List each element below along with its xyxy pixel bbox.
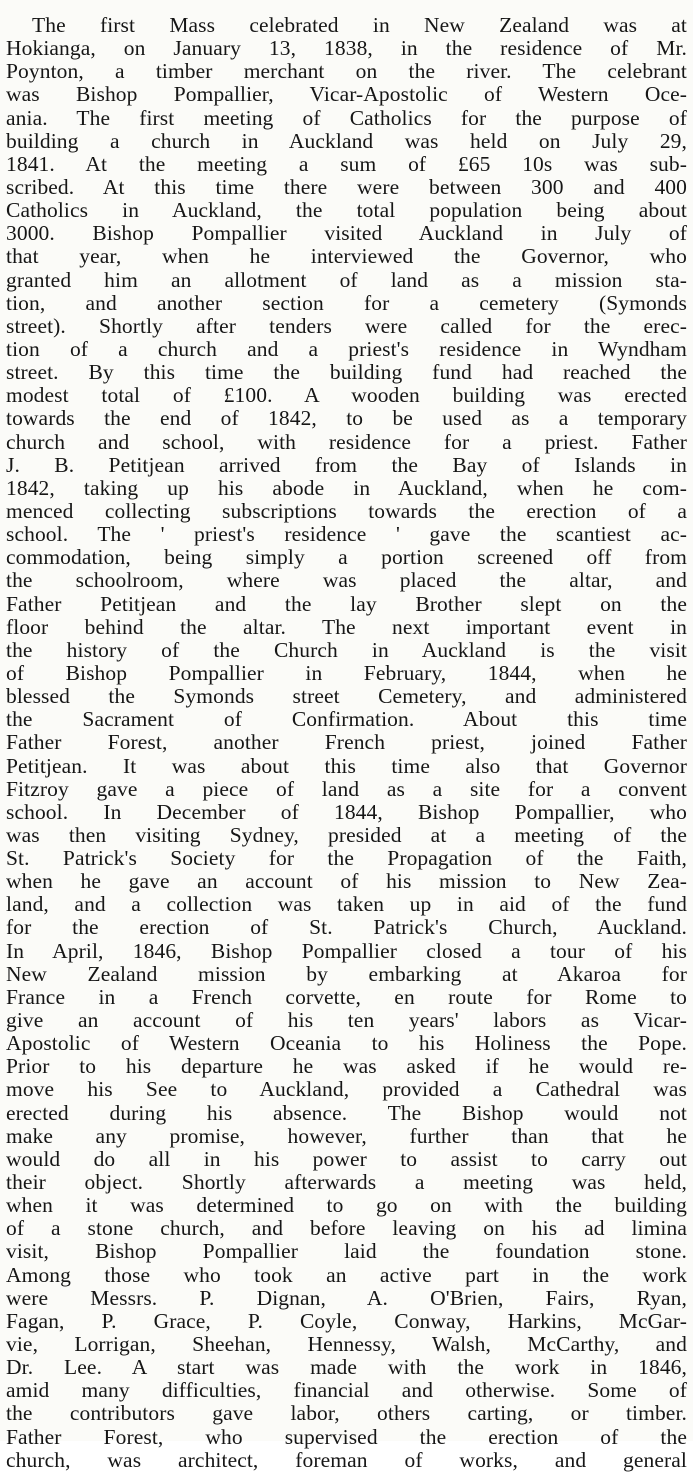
article-line: that year, when he interviewed the Governor, who: [6, 245, 687, 269]
article-line: make any promise, however, further than that he: [6, 1124, 687, 1148]
article-line: erected during his absence. The Bishop would not: [6, 1101, 687, 1125]
article-line: vie, Lorrigan, Sheehan, Hennessy, Walsh, McCarthy, and: [6, 1333, 687, 1357]
article-line: were Messrs. P. Dignan, A. O'Brien, Fairs, Ryan,: [6, 1286, 687, 1310]
article-line: church and school, with residence for a priest. Father: [6, 430, 687, 454]
article-line: tion, and another section for a cemetery (Symonds: [6, 291, 687, 315]
article-line: Poynton, a timber merchant on the river. The celebrant: [6, 60, 687, 84]
article-line: Father Forest, another French priest, joined Father: [6, 731, 687, 755]
article-line: was then visiting Sydney, presided at a meeting of the: [6, 823, 687, 847]
article-line: towards the end of 1842, to be used as a temporary: [6, 407, 687, 431]
article-line: Father Petitjean and the lay Brother slept on the: [6, 592, 687, 616]
article-line: Apostolic of Western Oceania to his Holiness the Pope.: [6, 1032, 687, 1056]
article-line: Prior to his departure he was asked if he would re-: [6, 1055, 687, 1079]
article-line: France in a French corvette, en route for Rome to: [6, 985, 687, 1009]
article-line: 3000. Bishop Pompallier visited Auckland in July of: [6, 222, 687, 246]
article-line: building a church in Auckland was held on July 29,: [6, 129, 687, 153]
article-line: The first Mass celebrated in New Zealand was at: [32, 14, 687, 37]
article-line: school. In December of 1844, Bishop Pompallier, who: [6, 800, 687, 824]
article-line: the history of the Church in Auckland is the visit: [6, 638, 687, 662]
article-line: 1842, taking up his abode in Auckland, when he com-: [6, 476, 687, 500]
article-line: land, and a collection was taken up in aid of the fund: [6, 893, 687, 917]
article-line: Among those who took an active part in the work: [6, 1263, 687, 1287]
article-line: would do all in his power to assist to carry out: [6, 1147, 687, 1171]
article-line: St. Patrick's Society for the Propagation of the Faith,: [6, 847, 687, 871]
article-line: amid many difficulties, financial and otherwise. Some of: [6, 1379, 687, 1403]
article-line: give an account of his ten years' labors as Vicar-: [6, 1009, 687, 1033]
article-line: modest total of £100. A wooden building was erected: [6, 384, 687, 408]
article-line: Father Forest, who supervised the erection of the: [6, 1425, 687, 1449]
article-line: the Sacrament of Confirmation. About this time: [6, 708, 687, 732]
article-line: church, was architect, foreman of works, and general: [6, 1448, 687, 1472]
article-column: [6, 14, 687, 1472]
article-line: street. By this time the building fund had reached the: [6, 361, 687, 385]
article-line: Catholics in Auckland, the total population being about: [6, 199, 687, 223]
article-line: In April, 1846, Bishop Pompallier closed a tour of his: [6, 939, 687, 963]
article-line: 1841. At the meeting a sum of £65 10s was sub-: [6, 152, 687, 176]
article-line: Fagan, P. Grace, P. Coyle, Conway, Harkins, McGar-: [6, 1309, 687, 1333]
article-line: their object. Shortly afterwards a meeting was held,: [6, 1171, 687, 1195]
article-line: move his See to Auckland, provided a Cathedral was: [6, 1078, 687, 1102]
article-line: granted him an allotment of land as a mission sta-: [6, 268, 687, 292]
article-line: street). Shortly after tenders were called for the erec-: [6, 314, 687, 338]
article-line: school. The ' priest's residence ' gave the scantiest ac-: [6, 523, 687, 547]
article-line: the schoolroom, where was placed the altar, and: [6, 569, 687, 593]
article-line: tion of a church and a priest's residence in Wyndham: [6, 337, 687, 361]
article-line: Fitzroy gave a piece of land as a site for a convent: [6, 777, 687, 801]
article-line: when he gave an account of his mission to New Zea-: [6, 870, 687, 894]
article-line: when it was determined to go on with the building: [6, 1194, 687, 1218]
article-line: was Bishop Pompallier, Vicar-Apostolic of Western Oce-: [6, 83, 687, 107]
article-line: Petitjean. It was about this time also that Governor: [6, 754, 687, 778]
article-line: the contributors gave labor, others carting, or timber.: [6, 1402, 687, 1426]
article-line: commodation, being simply a portion screened off from: [6, 546, 687, 570]
article-line: menced collecting subscriptions towards the erection of a: [6, 499, 687, 523]
article-line: of a stone church, and before leaving on his ad limina: [6, 1217, 687, 1241]
article-line: Hokianga, on January 13, 1838, in the residence of Mr.: [6, 37, 687, 61]
article-line: New Zealand mission by embarking at Akaroa for: [6, 962, 687, 986]
article-line: for the erection of St. Patrick's Church, Auckland.: [6, 916, 687, 940]
article-line: floor behind the altar. The next important event in: [6, 615, 687, 639]
article-line: visit, Bishop Pompallier laid the foundation stone.: [6, 1240, 687, 1264]
article-line: J. B. Petitjean arrived from the Bay of Islands in: [6, 453, 687, 477]
article-line: scribed. At this time there were between 300 and 400: [6, 175, 687, 199]
article-line: blessed the Symonds street Cemetery, and administered: [6, 685, 687, 709]
article-line: of Bishop Pompallier in February, 1844, when he: [6, 661, 687, 685]
article-line: Dr. Lee. A start was made with the work in 1846,: [6, 1356, 687, 1380]
article-line: ania. The first meeting of Catholics for the purpose of: [6, 106, 687, 130]
